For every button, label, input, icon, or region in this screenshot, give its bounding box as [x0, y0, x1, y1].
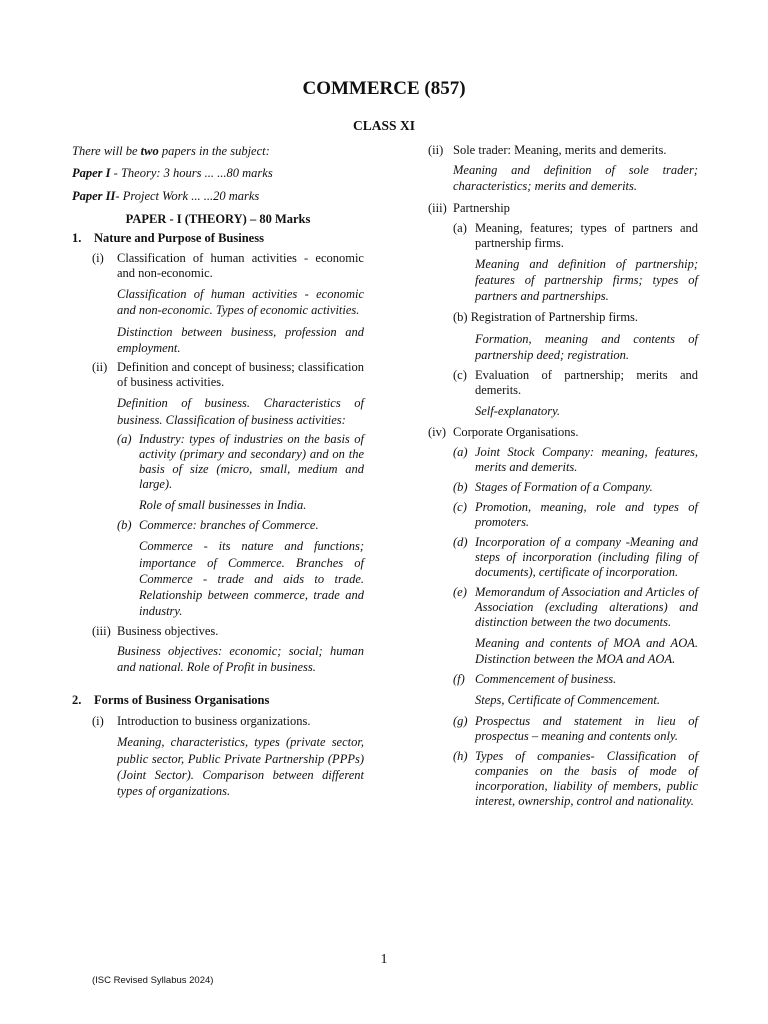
- item-2-iii-c: (c) Evaluation of partnership; merits and demerits.: [453, 368, 698, 398]
- footer-note: (ISC Revised Syllabus 2024): [92, 975, 214, 986]
- item-2-iv-c: (c) Promotion, meaning, role and types of promoters.: [453, 499, 698, 529]
- item-2-ii: (ii) Sole trader: Meaning, merits and demerits.: [428, 143, 667, 157]
- item-2-iii-b: (b) Registration of Partnership firms.: [453, 310, 639, 325]
- item-1-iii-desc: Business objectives: economic; social; human and national. Role of Profit in business.: [117, 643, 364, 675]
- item-2-iii: (iii) Partnership: [428, 200, 510, 215]
- item-1-ii-b-desc: Commerce - its nature and functions; importance of Commerce. Branches of Commerce - trade and aids to trade. Relationship between commerce, trade and industry.: [139, 539, 364, 619]
- item-2-i: (i) Introduction to business organizations.: [92, 714, 311, 729]
- right-column: [428, 143, 698, 809]
- item-1-ii-a: (a) Industry: types of industries on the basis of activity (primary and secondary) and on the basis of size (micro, small, medium and large).: [117, 431, 364, 491]
- item-2-iv-b: (b) Stages of Formation of a Company.: [453, 479, 653, 494]
- item-1-ii-a-desc: Role of small businesses in India.: [139, 497, 307, 512]
- item-1-i-desc1: Classification of human activities - economic and non-economic. Types of economic activities.: [117, 287, 364, 318]
- item-2-iii-c-desc: Self-explanatory.: [475, 404, 561, 419]
- item-2-iii-a: (a) Meaning, features; types of partners and partnership firms.: [453, 220, 698, 250]
- left-column: [72, 143, 364, 800]
- item-1-i-desc2: Distinction between business, profession and employment.: [117, 324, 364, 356]
- item-1-i: (i) Classification of human activities - economic and non-economic.: [92, 251, 364, 281]
- section-2-heading: 2. Forms of Business Organisations: [72, 693, 270, 708]
- item-1-ii-desc: Definition of business. Characteristics of business. Classification of business activities:: [117, 396, 364, 427]
- item-2-iv-f: (f) Commencement of business.: [453, 672, 617, 687]
- item-1-ii-b: (b) Commerce: branches of Commerce.: [117, 518, 319, 533]
- item-2-ii-desc: Meaning and definition of sole trader; characteristics; merits and demerits.: [453, 163, 698, 194]
- item-2-iv-e: (e) Memorandum of Association and Articles of Association (excluding alterations) and distinction between the two documents.: [453, 584, 698, 629]
- document-title: COMMERCE (857): [302, 78, 466, 99]
- paper1-line: Paper I - Theory: 3 hours ... ...80 marks: [72, 166, 273, 181]
- item-2-iv-g: (g) Prospectus and statement in lieu of prospectus – meaning and contents only.: [453, 713, 698, 743]
- item-1-ii: (ii) Definition and concept of business; classification of business activities.: [92, 360, 364, 390]
- item-2-iii-b-desc: Formation, meaning and contents of partnership deed; registration.: [475, 331, 698, 363]
- item-2-iv-f-desc: Steps, Certificate of Commencement.: [475, 693, 661, 708]
- paper-heading: PAPER - I (THEORY) – 80 Marks: [125, 211, 311, 226]
- item-2-iv-e-desc: Meaning and contents of MOA and AOA. Distinction between the MOA and AOA.: [475, 635, 698, 666]
- item-2-iv-a: (a) Joint Stock Company: meaning, features, merits and demerits.: [453, 444, 698, 474]
- section-1-heading: 1. Nature and Purpose of Business: [72, 231, 264, 246]
- item-2-iii-a-desc: Meaning and definition of partnership; features of partnership firms; types of partners and partnerships.: [475, 256, 698, 304]
- paper2-line: Paper II- Project Work ... ...20 marks: [72, 188, 260, 203]
- page-number: 1: [380, 952, 388, 967]
- item-1-iii: (iii) Business objectives.: [92, 623, 219, 638]
- item-2-iv-d: (d) Incorporation of a company -Meaning and steps of incorporation (including filing of documents), certificate of incorporation.: [453, 534, 698, 579]
- intro-line: There will be two papers in the subject:: [72, 144, 270, 158]
- item-2-iv: (iv) Corporate Organisations.: [428, 424, 579, 439]
- item-2-iv-h: (h) Types of companies- Classification of companies on the basis of mode of incorporation, liability of members, public interest, ownership, control and nationality.: [453, 748, 698, 808]
- class-heading: CLASS XI: [353, 118, 415, 133]
- item-2-i-desc: Meaning, characteristics, types (private sector, public sector, Public Private Partnership (PPPs) (Joint Sector). Comparison between different types of organizations.: [117, 735, 364, 799]
